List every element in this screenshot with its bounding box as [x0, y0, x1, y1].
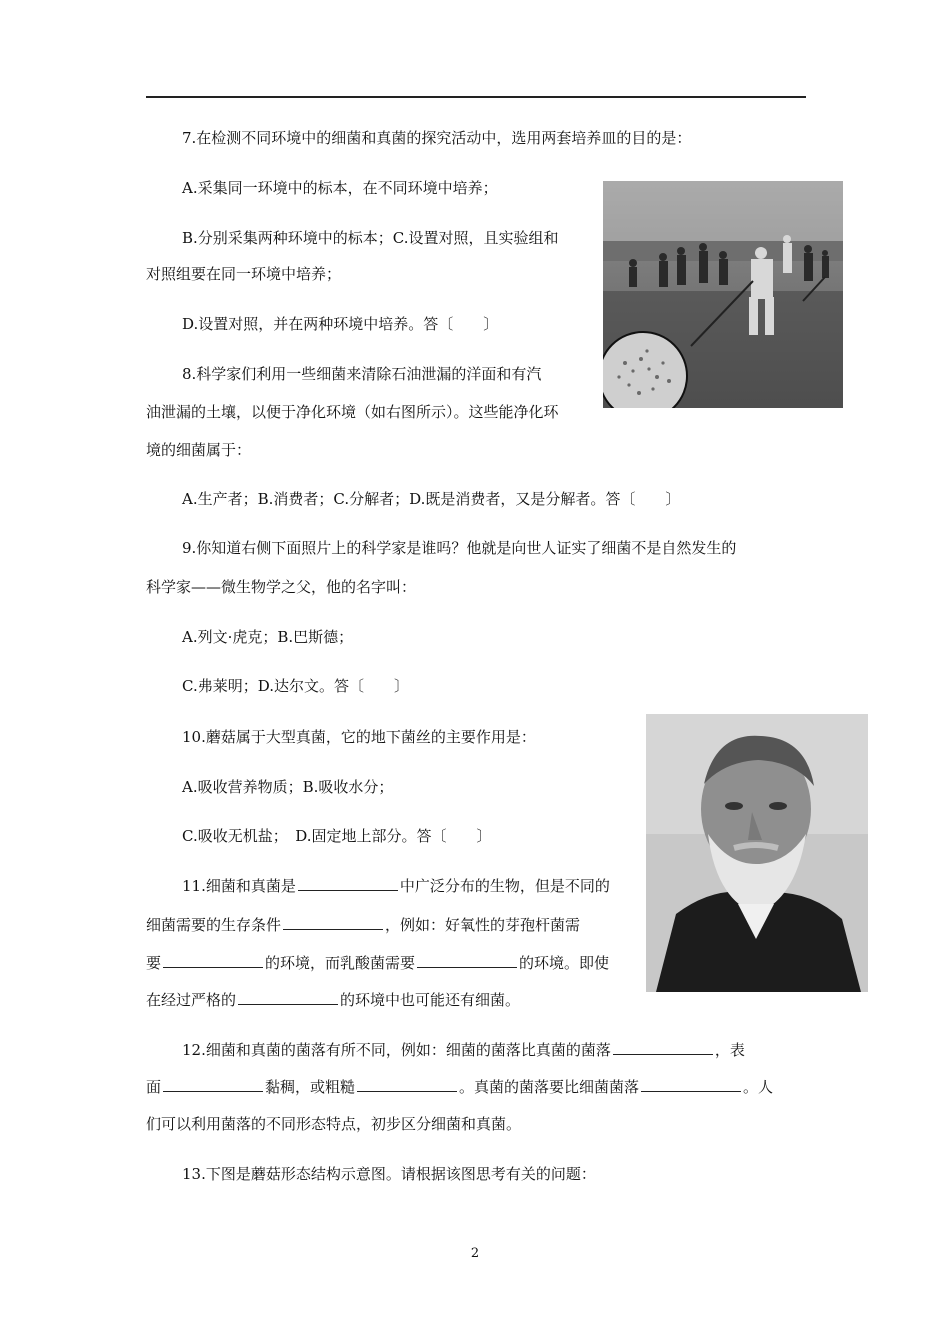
q11-line2 [146, 915, 580, 935]
q11-text: 11.细菌和真菌是 [182, 877, 296, 895]
answer-blank[interactable] [163, 1077, 263, 1092]
answer-blank[interactable] [238, 990, 338, 1005]
q11-text: 在经过严格的 [146, 991, 237, 1009]
answer-blank[interactable] [357, 1077, 457, 1092]
q12-text: 黏稠，或粗糙 [265, 1078, 356, 1096]
q11-line3 [146, 953, 609, 973]
q11-line4 [146, 990, 520, 1010]
q12-text: ，表 [714, 1041, 745, 1059]
q11-text: 的环境。即使 [519, 954, 610, 972]
q7-option-bc: B.分别采集两种环境中的标本；C.设置对照，且实验组和 [182, 229, 559, 247]
q12-line2 [146, 1077, 773, 1097]
header-rule [146, 96, 806, 98]
q12-text: 12.细菌和真菌的菌落有所不同，例如：细菌的菌落比真菌的菌落 [182, 1041, 611, 1059]
q11-text: 的环境中也可能还有细菌。 [340, 991, 521, 1009]
q13-stem: 13.下图是蘑菇形态结构示意图。请根据该图思考有关的问题： [182, 1165, 596, 1183]
q9-stem-line1: 9.你知道右侧下面照片上的科学家是谁吗？他就是向世人证实了细菌不是自然发生的 [182, 539, 737, 557]
answer-blank[interactable] [641, 1077, 741, 1092]
q11-text: 要 [146, 954, 162, 972]
q12-line1 [182, 1040, 745, 1060]
q10-stem: 10.蘑菇属于大型真菌，它的地下菌丝的主要作用是： [182, 728, 536, 746]
oil-cleanup-photo [603, 181, 843, 408]
q12-text: 面 [146, 1078, 162, 1096]
q11-text: 中广泛分布的生物，但是不同的 [399, 877, 610, 895]
q9-options-cd: C.弗莱明；D.达尔文。答〔 〕 [182, 677, 409, 695]
answer-blank[interactable] [298, 876, 398, 891]
q12-text: 。真菌的菌落要比细菌菌落 [459, 1078, 640, 1096]
q9-stem-line2: 科学家——微生物学之父，他的名字叫： [146, 578, 417, 596]
answer-blank[interactable] [417, 953, 517, 968]
q10-options-ab: A.吸收营养物质；B.吸收水分； [182, 778, 394, 796]
q11-text: 细菌需要的生存条件 [146, 916, 282, 934]
q11-text: 的环境，而乳酸菌需要 [265, 954, 416, 972]
q8-stem-line2: 油泄漏的土壤，以便于净化环境（如右图所示）。这些能净化环 [146, 403, 559, 421]
q7-option-bc-cont: 对照组要在同一环境中培养； [146, 265, 342, 283]
q10-options-cd: C.吸收无机盐； D.固定地上部分。答〔 〕 [182, 827, 492, 845]
q8-options: A.生产者；B.消费者；C.分解者；D.既是消费者，又是分解者。答〔 〕 [182, 490, 681, 508]
q8-stem-line3: 境的细菌属于： [146, 441, 252, 459]
scientist-portrait [646, 714, 868, 992]
q9-options-ab: A.列文·虎克；B.巴斯德； [182, 628, 354, 646]
q11-text: ，例如：好氧性的芽孢杆菌需 [385, 916, 581, 934]
answer-blank[interactable] [613, 1040, 713, 1055]
q8-stem-line1: 8.科学家们利用一些细菌来清除石油泄漏的洋面和有汽 [182, 365, 542, 383]
q12-text: 。人 [743, 1078, 774, 1096]
q7-option-a: A.采集同一环境中的标本，在不同环境中培养； [182, 179, 498, 197]
answer-blank[interactable] [283, 915, 383, 930]
q7-option-d: D.设置对照，并在两种环境中培养。答〔 〕 [182, 315, 499, 333]
answer-blank[interactable] [163, 953, 263, 968]
q7-stem: 7.在检测不同环境中的细菌和真菌的探究活动中，选用两套培养皿的目的是： [182, 129, 692, 147]
page-number: 2 [470, 1246, 480, 1261]
q11-line1 [182, 876, 610, 896]
q12-line3: 们可以利用菌落的不同形态特点，初步区分细菌和真菌。 [146, 1115, 522, 1133]
